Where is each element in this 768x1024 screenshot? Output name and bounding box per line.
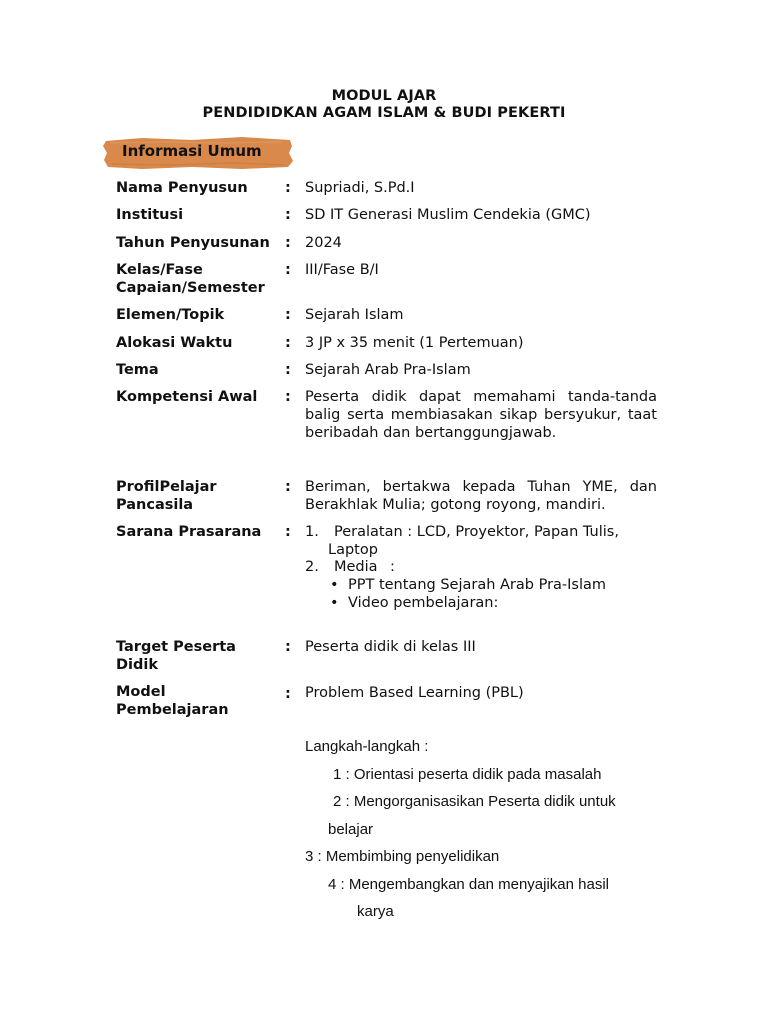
field-label-target: Target Peserta	[116, 639, 236, 655]
field-label-profil-cont: Pancasila	[116, 497, 194, 513]
field-label-kompetensi: Kompetensi Awal	[116, 389, 258, 405]
field-label-tema: Tema	[116, 362, 159, 378]
field-label-profil: ProfilPelajar	[116, 479, 217, 495]
field-label-kelas-cont: Capaian/Semester	[116, 280, 265, 296]
step-item: 3 : Membimbing penyelidikan	[305, 848, 500, 865]
colon: :	[285, 639, 291, 655]
field-label-alokasi: Alokasi Waktu	[116, 335, 233, 351]
field-label-elemen: Elemen/Topik	[116, 307, 225, 323]
colon: :	[285, 180, 291, 196]
colon: :	[285, 235, 291, 251]
field-value-nama: Supriadi, S.Pd.I	[305, 180, 415, 196]
field-label-model-cont: Pembelajaran	[116, 702, 229, 718]
field-value-elemen: Sejarah Islam	[305, 307, 404, 323]
colon: :	[285, 335, 291, 351]
field-value-tema: Sejarah Arab Pra-Islam	[305, 362, 471, 378]
colon: :	[285, 362, 291, 378]
field-value-kompetensi-line1: Peserta didik dapat memahami tanda-tanda	[305, 389, 657, 405]
field-label-nama: Nama Penyusun	[116, 180, 248, 196]
field-value-profil-line1: Beriman, bertakwa kepada Tuhan YME, dan	[305, 479, 657, 495]
colon: :	[285, 389, 291, 405]
document-title: MODUL AJAR	[331, 88, 437, 104]
bullet-item: • Video pembelajaran:	[348, 594, 498, 612]
colon: :	[285, 262, 291, 278]
colon: :	[285, 207, 291, 223]
field-value-target: Peserta didik di kelas III	[305, 639, 476, 655]
field-label-model: Model	[116, 684, 166, 700]
field-value-institusi: SD IT Generasi Muslim Cendekia (GMC)	[305, 207, 591, 223]
list-item-media: Media	[334, 559, 378, 575]
field-label-target-cont: Didik	[116, 657, 158, 673]
field-value-tahun: 2024	[305, 235, 342, 251]
field-label-tahun: Tahun Penyusunan	[116, 235, 270, 251]
list-item-peralatan: Peralatan : LCD, Proyektor, Papan Tulis,	[334, 524, 619, 540]
colon: :	[285, 524, 291, 540]
field-value-kompetensi-line3: beribadah dan bertanggungjawab.	[305, 425, 557, 441]
field-value-profil-line2: Berakhlak Mulia; gotong royong, mandiri.	[305, 497, 606, 513]
bullet-item: • PPT tentang Sejarah Arab Pra-Islam	[348, 576, 606, 594]
list-number: 2.	[305, 559, 319, 575]
list-item-peralatan-cont: Laptop	[328, 542, 378, 558]
field-label-institusi: Institusi	[116, 207, 184, 223]
list-number: 1.	[305, 524, 319, 540]
step-item: 2 : Mengorganisasikan Peserta didik untuk	[333, 793, 616, 810]
document-subtitle: PENDIDIDKAN AGAM ISLAM & BUDI PEKERTI	[202, 105, 566, 121]
field-label-kelas: Kelas/Fase	[116, 262, 203, 278]
banner-label: Informasi Umum	[122, 142, 262, 160]
step-item: 4 : Mengembangkan dan menyajikan hasil	[328, 876, 610, 893]
section-banner	[102, 134, 294, 171]
colon: :	[285, 307, 291, 323]
steps-heading: Langkah-langkah :	[305, 738, 429, 755]
field-value-model: Problem Based Learning (PBL)	[305, 685, 524, 701]
list-item-media-colon: :	[390, 559, 395, 575]
colon: :	[285, 479, 291, 495]
step-item-cont: karya	[357, 903, 394, 920]
field-label-sarana: Sarana Prasarana	[116, 524, 262, 540]
colon: :	[285, 686, 291, 702]
field-value-kelas: III/Fase B/I	[305, 262, 379, 278]
field-value-alokasi: 3 JP x 35 menit (1 Pertemuan)	[305, 335, 524, 351]
step-item: 1 : Orientasi peserta didik pada masalah	[333, 766, 602, 783]
step-item-cont: belajar	[328, 821, 374, 838]
field-value-kompetensi-line2: balig serta membiasakan sikap bersyukur, taat	[305, 407, 657, 423]
